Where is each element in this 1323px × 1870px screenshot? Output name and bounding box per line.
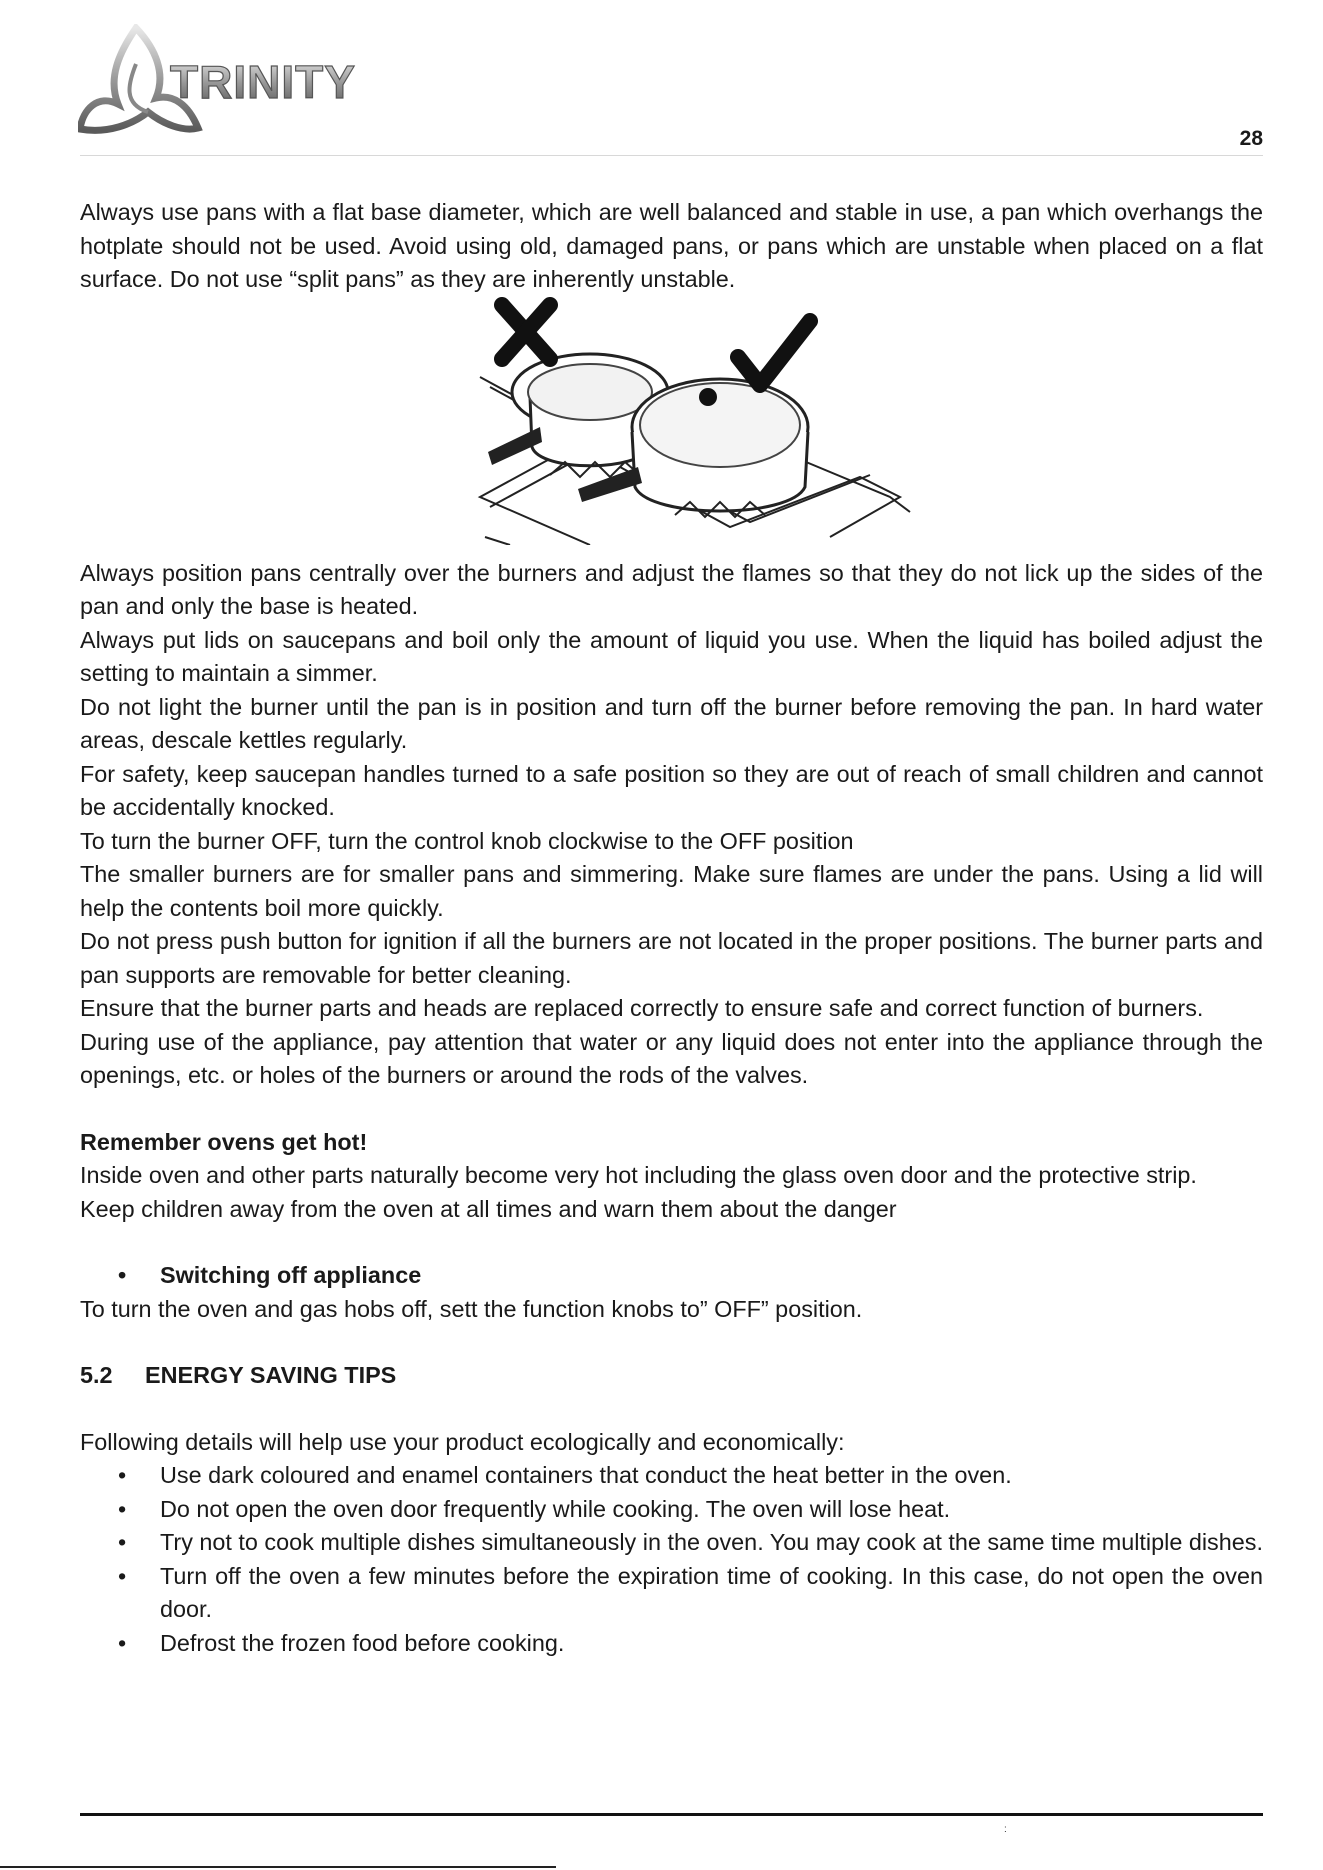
safety-paragraph-1: Always position pans centrally over the burners and adjust the flames so that they do not lick up the sides of the pan and only the base is heated. <box>80 559 1263 619</box>
list-item: • Turn off the oven a few minutes before the expiration time of cooking. In this case, do not open the oven door. <box>118 1562 1263 1622</box>
safety-paragraph-5: To turn the burner OFF, turn the control knob clockwise to the OFF position <box>80 827 854 854</box>
switch-off-text: To turn the oven and gas hobs off, sett the function knobs to” OFF” position. <box>80 1295 863 1322</box>
list-item: • Defrost the frozen food before cooking. <box>118 1629 565 1656</box>
cross-mark-icon <box>502 305 550 359</box>
footer-divider <box>80 1813 1263 1816</box>
safety-paragraph-8: Ensure that the burner parts and heads are replaced correctly to ensure safe and correct function of burners. <box>80 995 1204 1021</box>
list-item: • Do not open the oven door frequently while cooking. The oven will lose heat. <box>118 1495 951 1522</box>
energy-intro: Following details will help use your product ecologically and economically: <box>80 1428 845 1455</box>
safety-paragraph-6: The smaller burners are for smaller pans and simmering. Make sure flames are under the pans. Using a lid will help the contents boil more quickly. <box>80 861 1263 921</box>
trinity-logo <box>78 24 388 136</box>
oven-heading: Remember ovens get hot! <box>80 1128 368 1155</box>
section-title: ENERGY SAVING TIPS <box>145 1362 397 1388</box>
list-item: • Use dark coloured and enamel containers that conduct the heat better in the oven. <box>118 1462 1012 1488</box>
oven-paragraph-2: Keep children away from the oven at all times and warn them about the danger <box>80 1195 897 1222</box>
pan-on-burner-diagram <box>470 297 950 545</box>
check-mark-icon <box>738 321 810 385</box>
section-number: 5.2 <box>80 1362 113 1388</box>
switch-off-heading <box>80 1259 1263 1293</box>
switch-off-heading-text: Switching off appliance <box>160 1262 422 1288</box>
safety-paragraph-7: Do not press push button for ignition if all the burners are not located in the proper positions. The burner parts and pan supports are removable for better cleaning. <box>80 928 1263 988</box>
safety-paragraph-9: During use of the appliance, pay attention that water or any liquid does not enter into the appliance through the openings, etc. or holes of the burners or around the rods of the valves. <box>80 1028 1263 1088</box>
header-divider <box>80 155 1263 156</box>
intro-paragraph: Always use pans with a flat base diameter, which are well balanced and stable in use, a pan which overhangs the hotplate should not be used. Avoid using old, damaged pans, or pans which are unstable when placed on a flat surface. Do not use “split pans” as they are inherently unstable. <box>80 199 1263 292</box>
section-heading <box>80 1359 1263 1393</box>
page-content <box>80 196 1263 1660</box>
footer-mark: : <box>1004 1824 1007 1835</box>
safety-paragraph-3: Do not light the burner until the pan is in position and turn off the burner before removing the pan. In hard water areas, descale kettles regularly. <box>80 693 1263 753</box>
safety-paragraph-2: Always put lids on saucepans and boil only the amount of liquid you use. When the liquid has boiled adjust the setting to maintain a simmer. <box>80 626 1263 686</box>
svg-text:TRINITY: TRINITY <box>170 56 356 108</box>
bottom-edge-line <box>0 1866 556 1868</box>
list-item: • Try not to cook multiple dishes simultaneously in the oven. You may cook at the same time multiple dishes. <box>118 1529 1263 1555</box>
pan-illustration <box>80 297 1263 545</box>
safety-paragraph-4: For safety, keep saucepan handles turned to a safe position so they are out of reach of small children and cannot be accidentally knocked. <box>80 760 1263 820</box>
oven-paragraph-1: Inside oven and other parts naturally become very hot including the glass oven door and the protective strip. <box>80 1162 1197 1188</box>
bullet: • <box>118 1262 127 1288</box>
page-number: 28 <box>1239 127 1263 150</box>
